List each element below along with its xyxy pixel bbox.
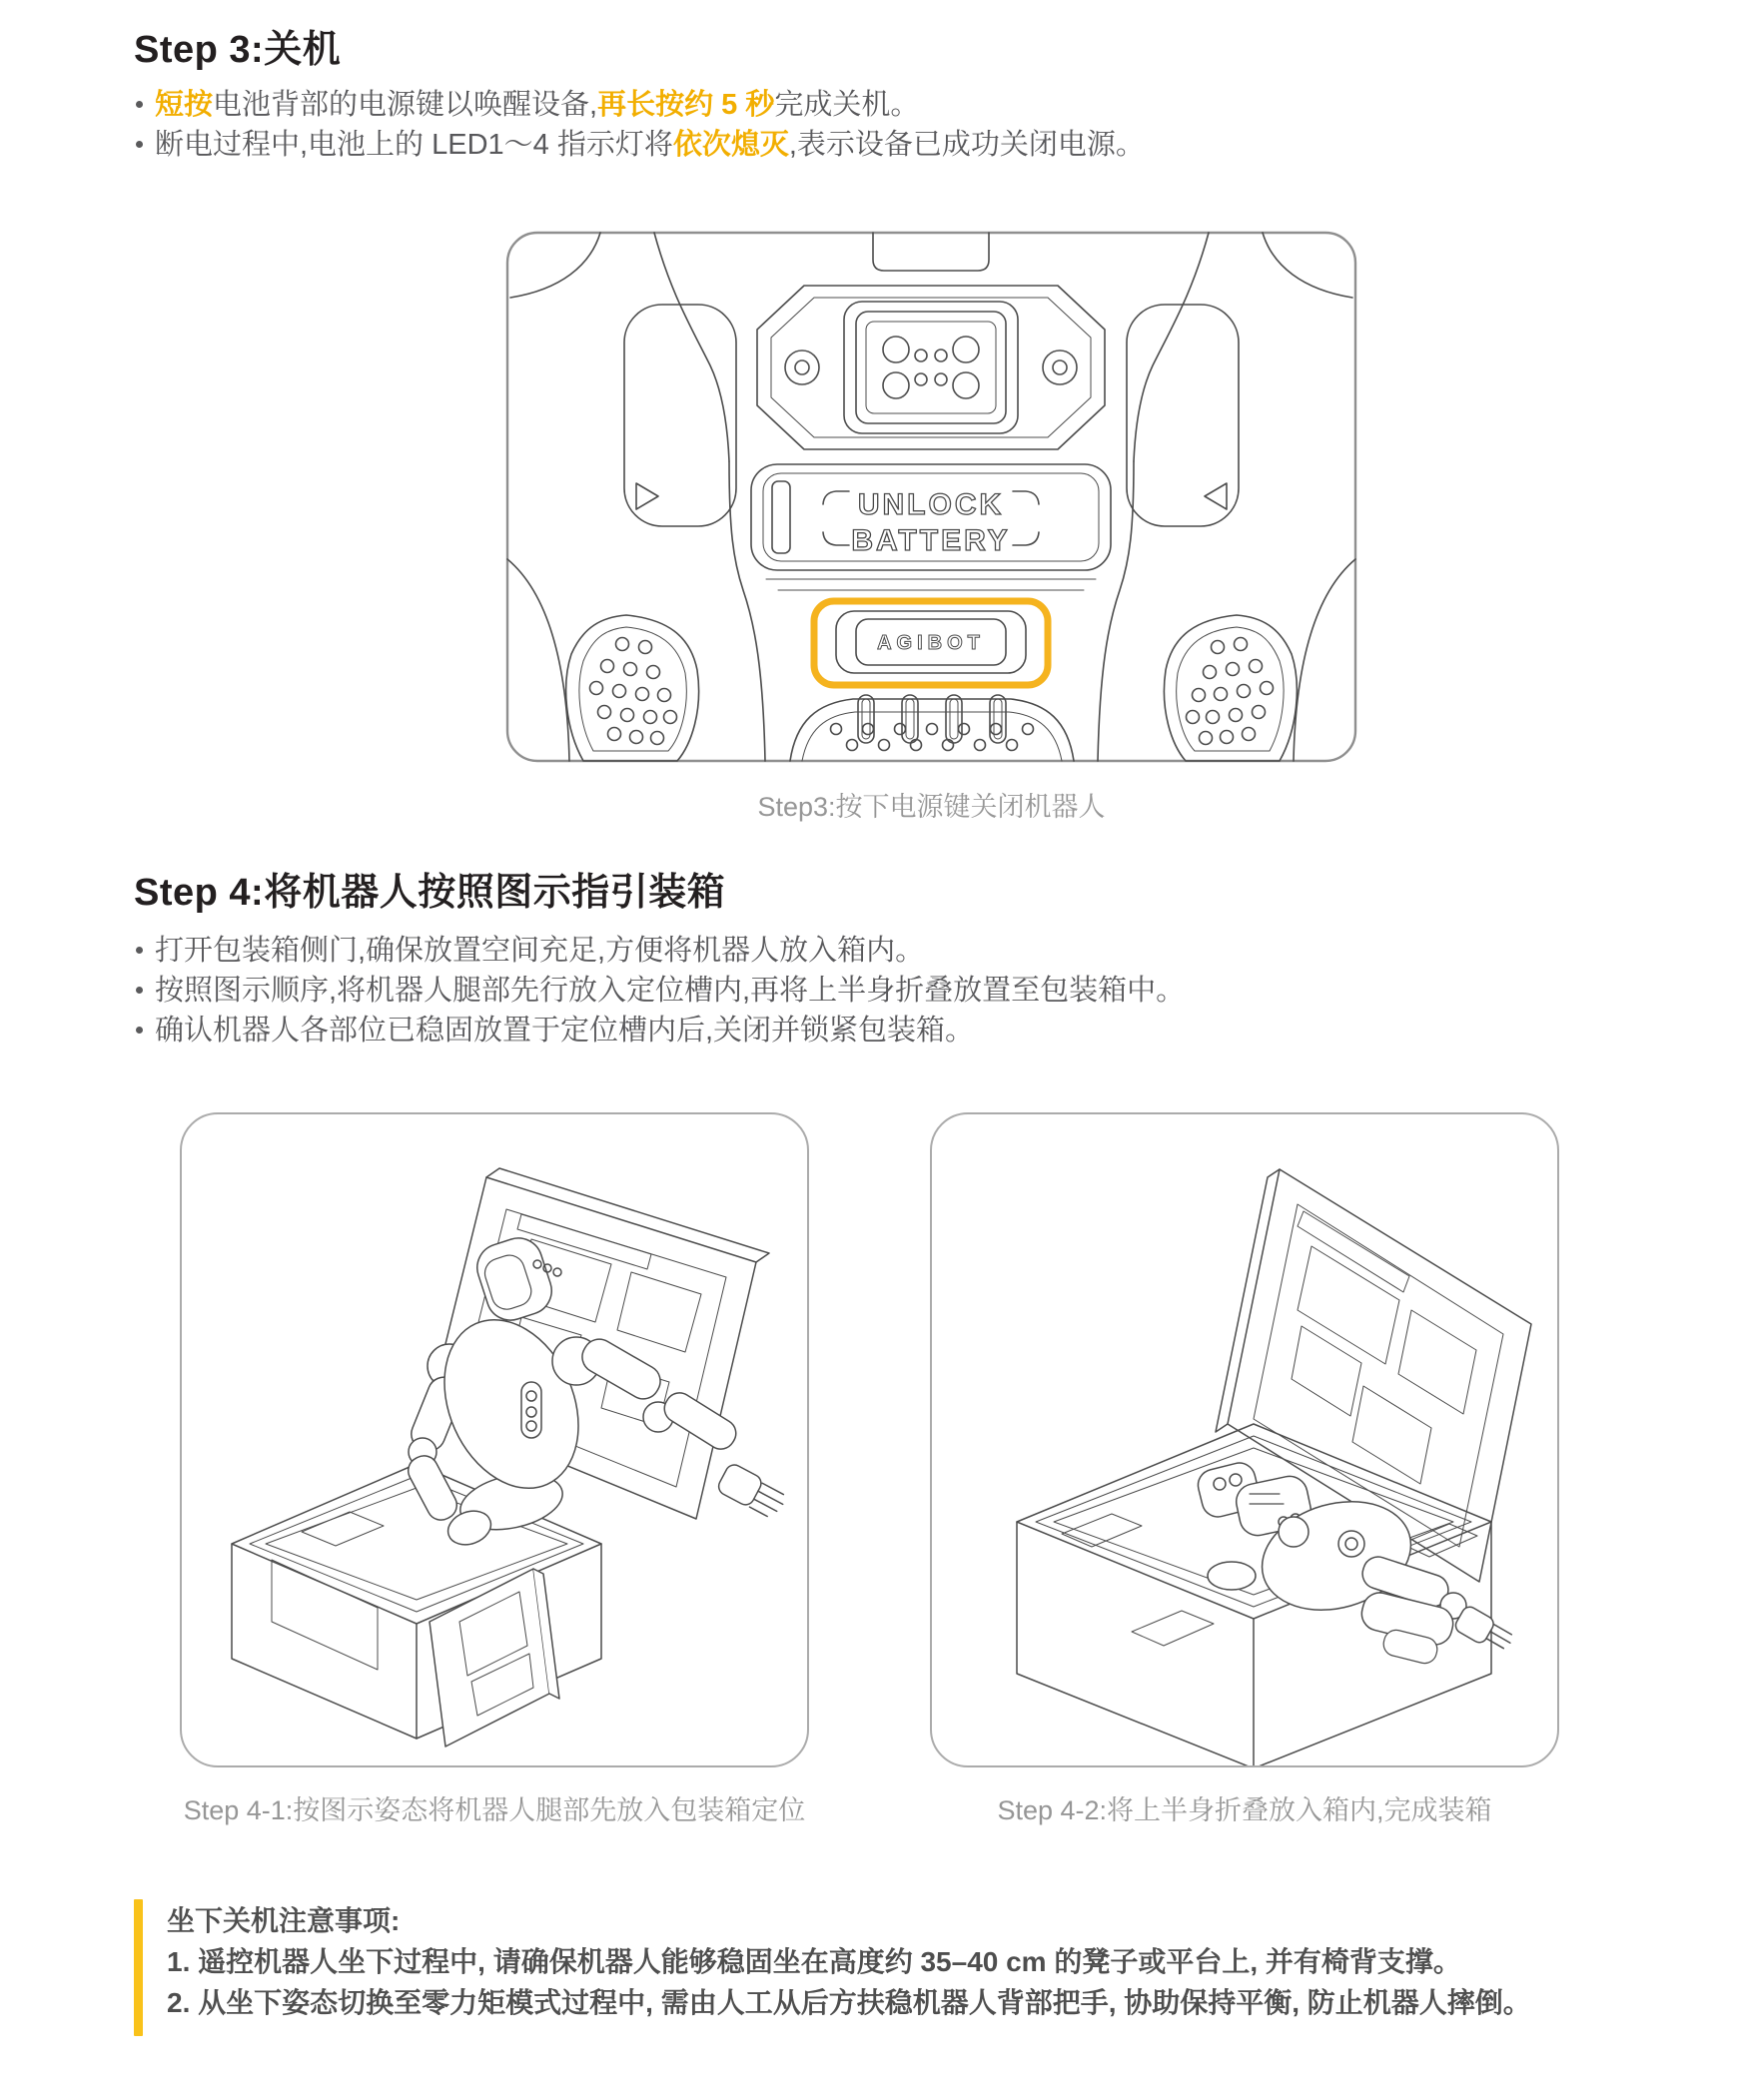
step3-bullet-2-text: 断电过程中,电池上的 LED1～4 指示灯将依次熄灭,表示设备已成功关闭电源。 bbox=[155, 129, 1145, 161]
note-title: 坐下关机注意事项: bbox=[167, 1905, 401, 1936]
figure-step4-1 bbox=[180, 1112, 809, 1767]
bullet-dot-icon bbox=[136, 1027, 143, 1034]
step3-heading: Step 3:关机 bbox=[134, 29, 342, 71]
left-arrow-icon bbox=[636, 483, 658, 509]
right-arrow-icon bbox=[1205, 483, 1227, 509]
step4-bullet-1 bbox=[134, 932, 1185, 972]
step4-bullet-2 bbox=[134, 972, 1185, 1012]
robot-hand bbox=[715, 1462, 788, 1521]
robot bbox=[1195, 1460, 1516, 1666]
step4-bullet-3-text: 确认机器人各部位已稳固放置于定位槽内后,关闭并锁紧包装箱。 bbox=[155, 1015, 975, 1047]
battery-back-diagram bbox=[504, 230, 1358, 764]
step4-bullet-list bbox=[134, 932, 1185, 1051]
step3-bullet-1-text: 短按电池背部的电源键以唤醒设备,再长按约 5 秒完成关机。 bbox=[155, 89, 920, 121]
note-item-1: 1. 遥控机器人坐下过程中, 请确保机器人能够稳固坐在高度约 35–40 cm 的凳子或平台上, 并有椅背支撑。 bbox=[167, 1946, 1461, 1977]
led-indicators bbox=[858, 695, 1006, 743]
step4-heading: Step 4:将机器人按照图示指引装箱 bbox=[134, 872, 726, 914]
unlock-battery-label-line1: UNLOCK bbox=[857, 488, 1005, 521]
left-vent-pad bbox=[566, 615, 699, 761]
step3-bullet-list bbox=[134, 86, 1145, 166]
step4-1-caption: Step 4-1:按图示姿态将机器人腿部先放入包装箱定位 bbox=[183, 1795, 806, 1825]
note-accent-bar bbox=[134, 1899, 143, 2036]
crate-side-door bbox=[430, 1569, 559, 1747]
bullet-dot-icon bbox=[136, 141, 143, 148]
step4-bullet-1-text: 打开包装箱侧门,确保放置空间充足,方便将机器人放入箱内。 bbox=[155, 935, 925, 967]
step3-figure-caption: Step3:按下电源键关闭机器人 bbox=[757, 792, 1106, 822]
agibot-logo: AGIBOT bbox=[877, 632, 985, 654]
unlock-battery-label-line2: BATTERY bbox=[851, 524, 1011, 557]
charging-connector bbox=[757, 286, 1105, 449]
left-latch-panel bbox=[624, 305, 736, 526]
right-vent-pad bbox=[1164, 615, 1297, 761]
bullet-dot-icon bbox=[136, 947, 143, 954]
step4-bullet-3 bbox=[134, 1012, 1185, 1051]
step4-2-caption: Step 4-2:将上半身折叠放入箱内,完成装箱 bbox=[997, 1795, 1492, 1825]
bottom-vent-pad bbox=[790, 699, 1074, 761]
note-item-2: 2. 从坐下姿态切换至零力矩模式过程中, 需由人工从后方扶稳机器人背部把手, 协助保持平衡, 防止机器人摔倒。 bbox=[167, 1987, 1531, 2018]
right-latch-panel bbox=[1127, 305, 1239, 526]
top-handle-tab bbox=[873, 233, 989, 271]
figure-step4-2 bbox=[930, 1112, 1559, 1767]
robot-hand bbox=[1453, 1604, 1516, 1657]
bullet-dot-icon bbox=[136, 101, 143, 108]
note-block bbox=[167, 1900, 1531, 2023]
bullet-dot-icon bbox=[136, 987, 143, 994]
step3-bullet-1 bbox=[134, 86, 1145, 126]
step3-bullet-2 bbox=[134, 126, 1145, 166]
step4-bullet-2-text: 按照图示顺序,将机器人腿部先行放入定位槽内,再将上半身折叠放置至包装箱中。 bbox=[155, 975, 1186, 1007]
